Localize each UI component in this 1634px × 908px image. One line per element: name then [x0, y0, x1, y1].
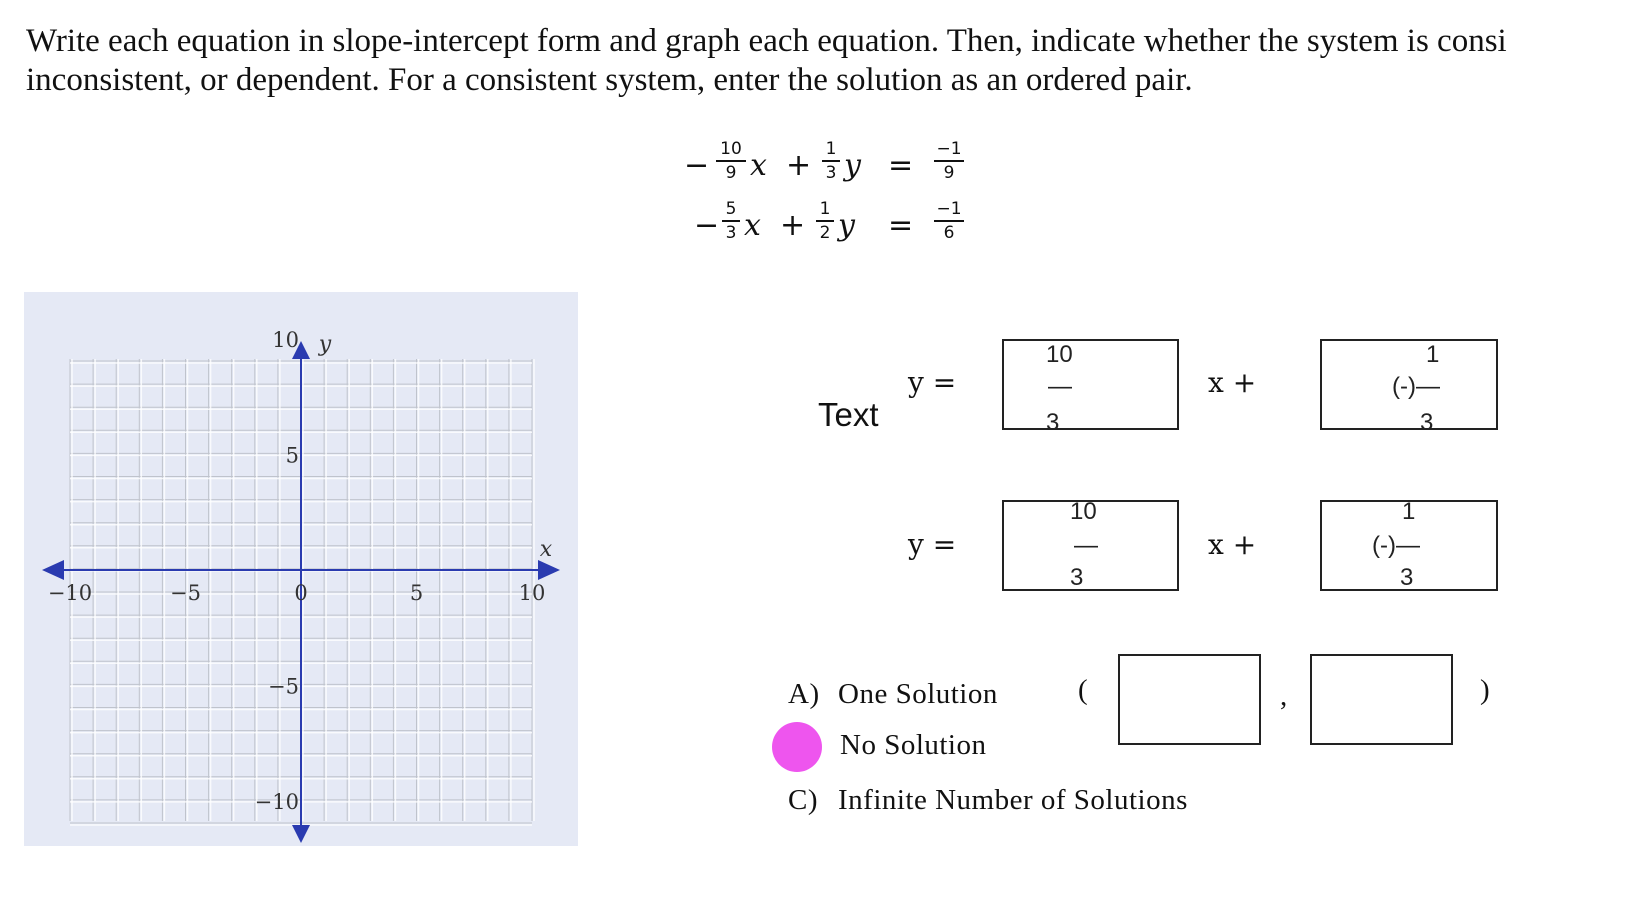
solution-x-input[interactable] — [1118, 654, 1261, 745]
eq2-x: x — [744, 208, 761, 243]
row2-int-prefix: (-)— — [1372, 532, 1420, 559]
coordinate-graph[interactable] — [24, 292, 578, 846]
eq2-y: y — [838, 208, 855, 243]
choice-b-text: No Solution — [840, 729, 987, 761]
eq2-sign: − — [694, 208, 720, 243]
row2-y-equals: y = — [908, 528, 957, 561]
row1-slope-den: 3 — [1046, 409, 1060, 429]
row1-int-prefix: (-)— — [1392, 373, 1440, 400]
y-tick-label: −5 — [268, 674, 299, 699]
eq1-y: y — [844, 148, 861, 183]
row1-int-num: 1 — [1426, 341, 1440, 368]
eq2-equals: = — [888, 208, 914, 243]
row2-slope-bar: — — [1074, 532, 1098, 559]
row2-slope-input[interactable] — [1002, 500, 1179, 591]
x-tick-label: 10 — [518, 581, 546, 605]
eq1-coef-y-num: 1 — [825, 139, 837, 159]
eq1-coef-x-num: 10 — [720, 139, 742, 159]
solution-open-paren: ( — [1078, 674, 1088, 706]
eq2-rhs — [934, 200, 964, 242]
eq2-coef-y-den: 2 — [819, 222, 831, 243]
eq1-equals: = — [888, 148, 914, 183]
y-tick-label: −10 — [254, 790, 299, 814]
eq2-coef-x-den: 3 — [725, 222, 737, 243]
row2-intercept-input[interactable] — [1320, 500, 1498, 591]
y-tick-label: 10 — [272, 328, 299, 352]
choice-b-selected-indicator[interactable] — [772, 722, 822, 772]
choice-a-label: A) — [788, 678, 820, 710]
eq1-plus: + — [786, 148, 812, 183]
eq1-x: x — [750, 148, 767, 183]
eq1-coef-y-den: 3 — [825, 162, 837, 183]
instructions-line-1: Write each equation in slope-intercept form and graph each equation. Then, indicate whether the system is consi — [26, 23, 1507, 59]
choice-b[interactable] — [840, 729, 987, 762]
y-axis-arrow-down — [292, 825, 310, 843]
row1-int-den: 3 — [1420, 409, 1434, 429]
row1-y-equals: y = — [908, 366, 957, 399]
eq1-rhs-den: 9 — [943, 162, 955, 183]
eq2-coef-y — [816, 200, 834, 242]
solution-y-input[interactable] — [1310, 654, 1453, 745]
x-axis-arrow-right — [538, 560, 560, 580]
eq2-coef-y-num: 1 — [819, 199, 831, 219]
x-axis-arrow-left — [42, 560, 64, 580]
eq2-coef-x — [722, 200, 740, 242]
eq1-coef-y — [822, 140, 840, 182]
row2-x-plus: x + — [1208, 528, 1257, 561]
x-tick-label: 5 — [409, 581, 424, 605]
text-label: Text — [818, 396, 879, 433]
x-axis-label: x — [539, 537, 553, 562]
graph-canvas[interactable] — [24, 292, 578, 846]
row1-x-plus: x + — [1208, 366, 1257, 399]
x-tick-label: 0 — [294, 581, 308, 605]
y-axis-label: y — [318, 332, 332, 357]
row1-slope-num: 10 — [1046, 341, 1073, 368]
eq2-coef-x-num: 5 — [725, 199, 737, 219]
eq1-sign: − — [684, 148, 710, 183]
x-tick-label: −5 — [170, 581, 201, 605]
eq1-coef-x-den: 9 — [725, 162, 737, 183]
row2-int-den: 3 — [1400, 564, 1414, 591]
row1-slope-bar: — — [1048, 373, 1072, 400]
row1-intercept-input[interactable] — [1320, 339, 1498, 430]
row1-slope-input[interactable] — [1002, 339, 1179, 430]
row2-slope-den: 3 — [1070, 564, 1084, 591]
row2-slope-num: 10 — [1070, 498, 1097, 525]
solution-comma: , — [1280, 680, 1288, 712]
y-tick-label: 5 — [285, 443, 299, 468]
instructions — [26, 22, 1634, 100]
eq2-rhs-den: 6 — [943, 222, 955, 243]
choice-a[interactable] — [788, 678, 998, 711]
solution-close-paren: ) — [1480, 674, 1490, 706]
eq1-rhs-num: −1 — [936, 139, 962, 159]
eq2-plus: + — [780, 208, 806, 243]
choice-a-text: One Solution — [838, 678, 998, 710]
choice-c-text: Infinite Number of Solutions — [838, 784, 1188, 816]
instructions-line-2: inconsistent, or dependent. For a consistent system, enter the solution as an ordered pair. — [26, 62, 1193, 98]
eq1-coef-x — [716, 140, 746, 182]
eq2-rhs-num: −1 — [936, 199, 962, 219]
row2-int-num: 1 — [1402, 498, 1416, 525]
choice-c-label: C) — [788, 784, 818, 816]
eq1-rhs — [934, 140, 964, 182]
choice-c[interactable] — [788, 784, 1188, 817]
x-tick-label: −10 — [47, 581, 93, 605]
